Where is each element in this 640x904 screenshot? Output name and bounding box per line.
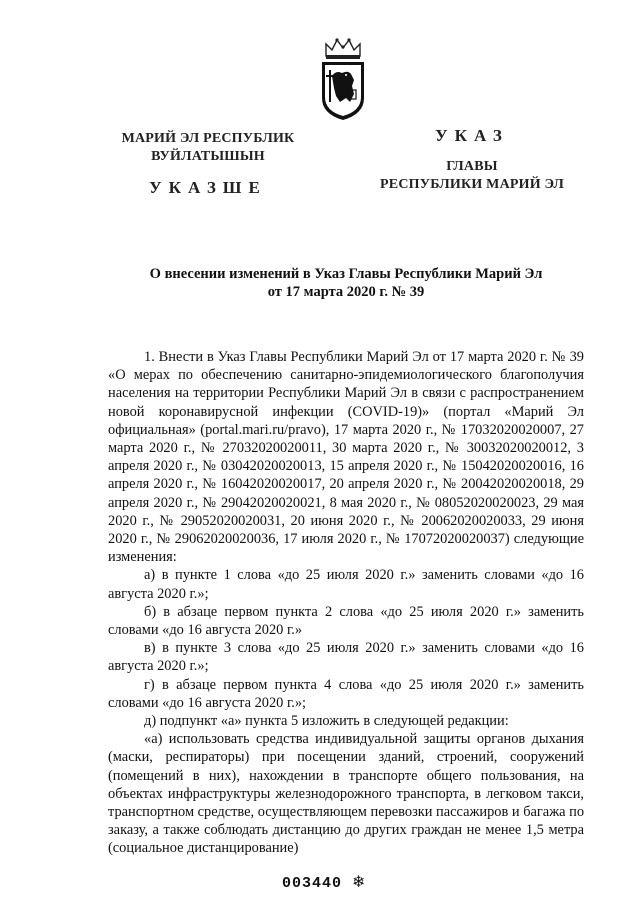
header-left-decree: УКАЗШЕ: [149, 178, 267, 197]
snowflake-icon: ❄: [352, 872, 367, 891]
paragraph-d: д) подпункт «а» пункта 5 изложить в следующей редакции:: [144, 713, 509, 730]
paragraph-v: в) в пункте 3 слова «до 25 июля 2020 г.» заменить словами «до 16 августа 2020 г.»;: [108, 640, 584, 675]
coat-of-arms-icon: [318, 36, 368, 122]
paragraph-a: а) в пункте 1 слова «до 25 июля 2020 г.» заменить словами «до 16 августа 2020 г.»;: [108, 567, 584, 602]
title-line-1: О внесении изменений в Указ Главы Республики Марий Эл: [149, 266, 543, 282]
paragraph-b: б) в абзаце первом пункта 2 слова «до 25 июля 2020 г.» заменить словами «до 16 августа 2020 г.»: [108, 603, 584, 639]
header-right-decree: УКАЗ: [435, 126, 509, 145]
title-line-2: от 17 марта 2020 г. № 39: [267, 284, 425, 300]
document-body: [108, 348, 584, 858]
document-title: [96, 265, 596, 301]
footer-serial: [282, 872, 402, 892]
paragraph-quote: «а) использовать средства индивидуальной защиты органов дыхания (маски, респираторы) при посещении зданий, строений, сооружений (помещений в них), нахождении в транспорте общего пользования, на объектах инфраструктуры железнодорожного транспорта, в легковом такси, транспортном средстве, осуществляющем перевозки пассажиров и багажа по заказу, а также соблюдать дистанцию до других граждан не менее 1,5 метра (социальное дистанцирование): [108, 731, 585, 857]
header-right: [356, 126, 588, 194]
header-right-republic: РЕСПУБЛИКИ МАРИЙ ЭЛ: [380, 177, 564, 192]
paragraph-1: 1. Внести в Указ Главы Республики Марий Эл от 17 марта 2020 г. № 39 «О мерах по обеспечению санитарно-эпидемиологического благополучия населения на территории Республики Марий Эл в связи с распространением новой коронавирусной инфекции (COVID-19)» (портал «Марий Эл официальная» (portal.mari.ru/pravo), 17 марта 2020 г., № 17032020020007, 27 марта 2020 г., № 27032020020011, 30 марта 2020 г., № 30032020020012, 3 апреля 2020 г., № 03042020020013, 15 апреля 2020 г., № 15042020020016, 16 апреля 2020 г., № 16042020020017, 20 апреля 2020 г., № 20042020020018, 29 апреля 2020 г., № 29042020020021, 8 мая 2020 г., № 08052020020023, 29 мая 2020 г., № 29052020020031, 20 июня 2020 г., № 20062020020033, 29 июня 2020 г., № 29062020020036, 17 июля 2020 г., № 17072020020037) следующие изменения:: [108, 349, 584, 566]
header-left: [92, 130, 324, 198]
header-left-republic: МАРИЙ ЭЛ РЕСПУБЛИК: [121, 131, 295, 146]
header-left-head: ВУЙЛАТЫШЫН: [151, 149, 265, 164]
paragraph-g: г) в абзаце первом пункта 4 слова «до 25 июля 2020 г.» заменить словами «до 16 августа 2020 г.»;: [108, 676, 584, 711]
serial-number: 003440: [282, 875, 343, 892]
header-right-head: ГЛАВЫ: [446, 159, 498, 174]
